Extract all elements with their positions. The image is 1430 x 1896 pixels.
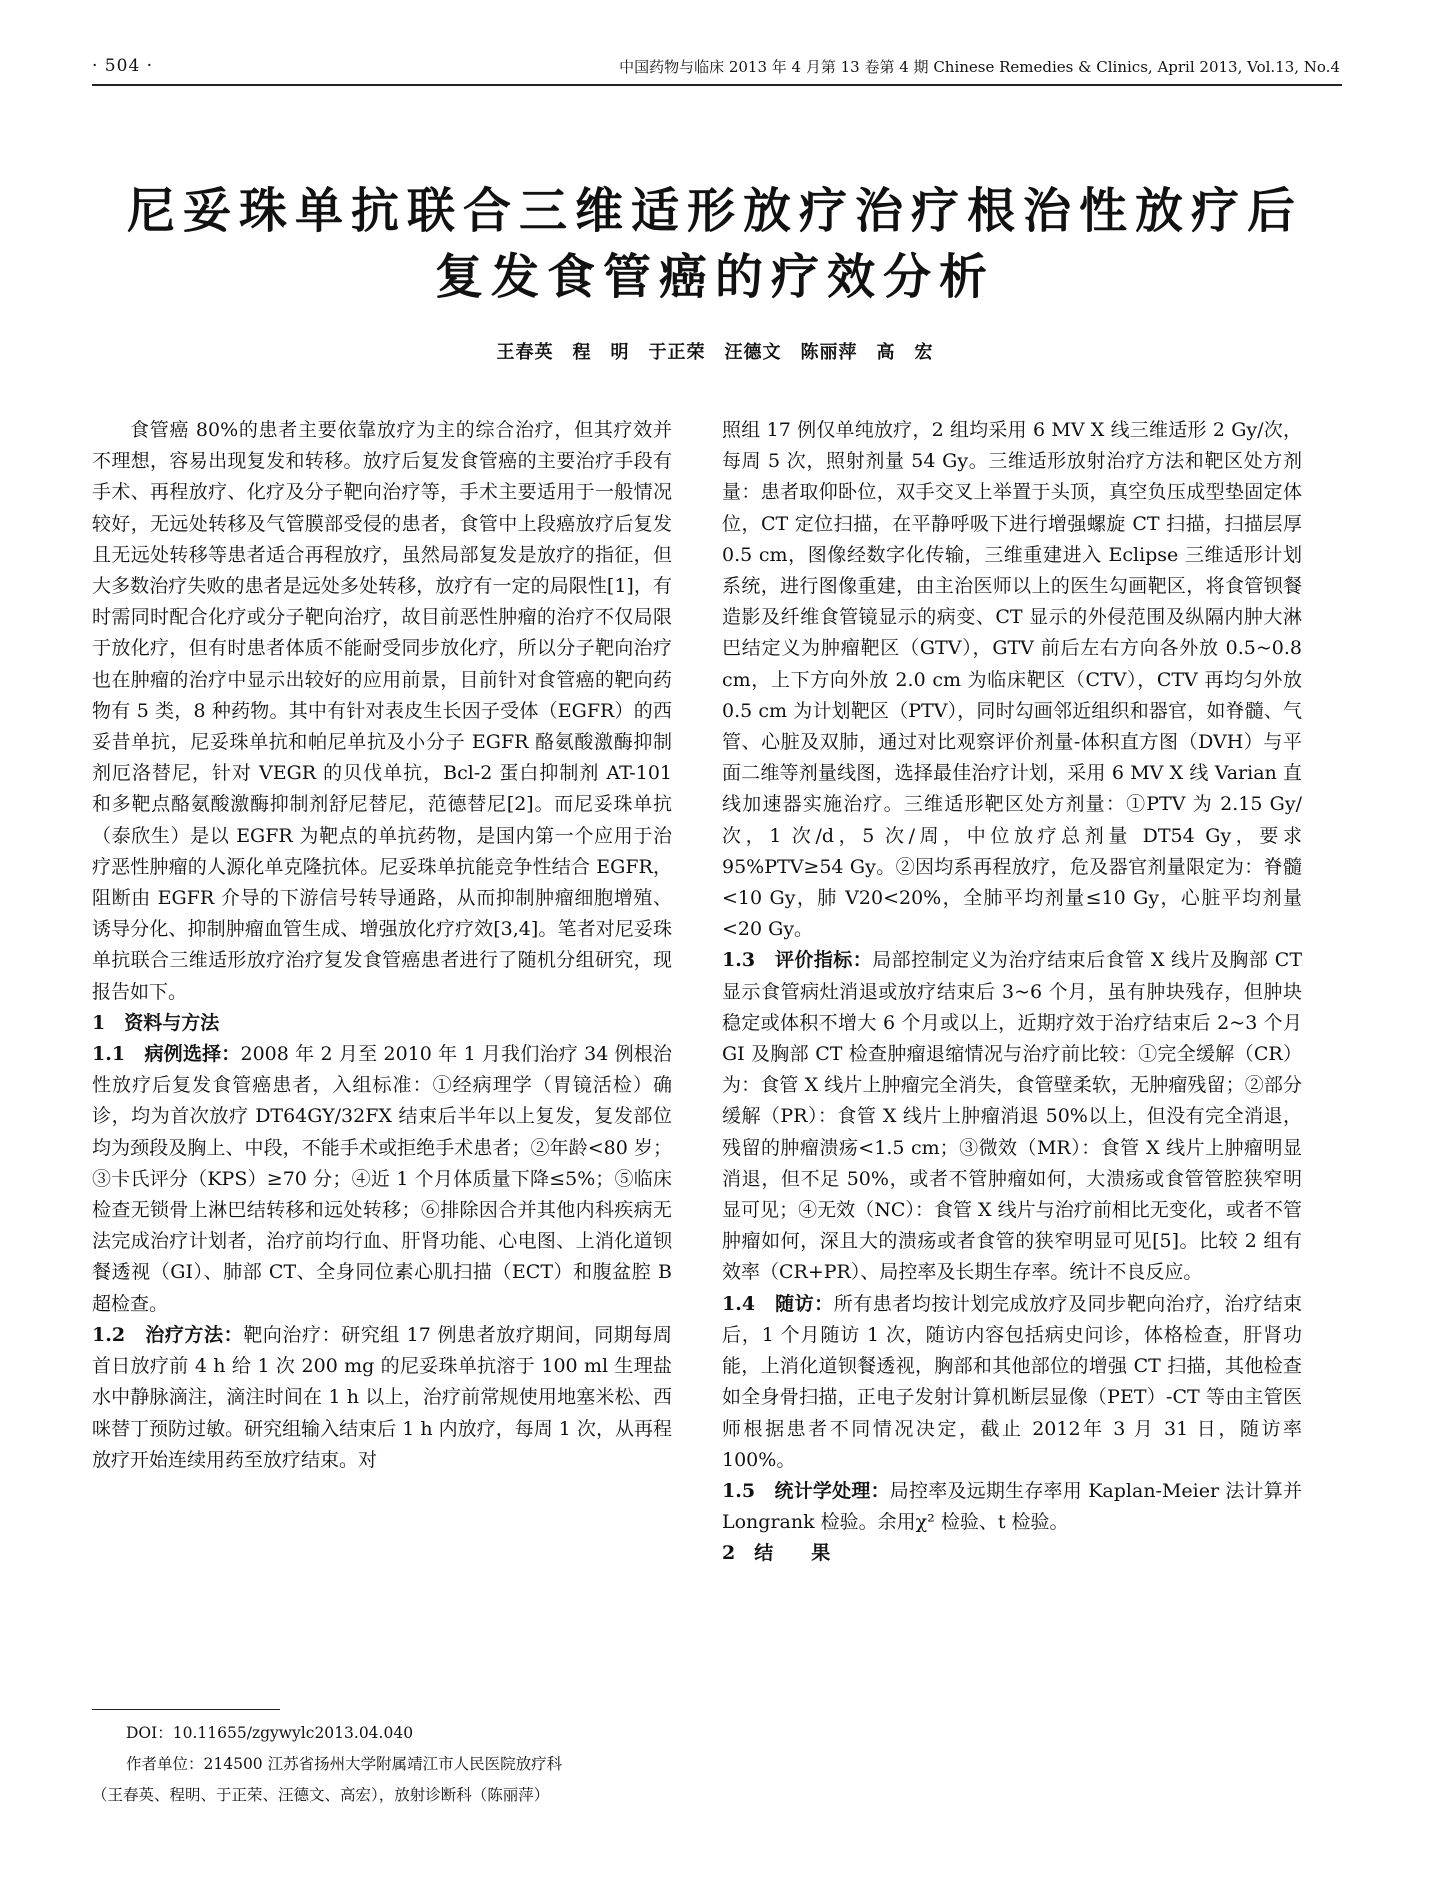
page-number: · 504 · — [92, 56, 154, 76]
section-2-heading: 2 结 果 — [722, 1542, 831, 1565]
subsection-1-5 — [722, 1476, 1302, 1538]
subsection-1-2-label: 1.2 治疗方法： — [92, 1323, 244, 1346]
article-title-line2: 复发食管癌的疗效分析 — [434, 249, 995, 305]
subsection-1-4-label: 1.4 随访： — [722, 1292, 834, 1315]
subsection-1-2-continued: 照组 17 例仅单纯放疗，2 组均采用 6 MV X 线三维适形 2 Gy/次，每周 5 次，照射剂量 54 Gy。三维适形放射治疗方法和靶区处方剂量：患者取仰卧位，双手交叉上举置于头顶，真空负压成型垫固定体位，CT 定位扫描，在平静呼吸下进行增强螺旋 CT 扫描，扫描层厚 0.5 cm，图像经数字化传输，三维重建进入 Eclipse 三维适形计划系统，进行图像重建，由主治医师以上的医生勾画靶区，将食管钡餐造影及纤维食管镜显示的病变、CT 显示的外侵范围及纵隔内肿大淋巴结定义为肿瘤靶区（GTV），GTV 前后左右方向各外放 0.5~0.8 cm，上下方向外放 2.0 cm 为临床靶区（CTV），CTV 再均匀外放 0.5 cm 为计划靶区（PTV），同时勾画邻近组织和器官，如脊髓、气管、心脏及双肺，通过对比观察评价剂量-体积直方图（DVH）与平面二维等剂量线图，选择最佳治疗计划，采用 6 MV X 线 Varian 直线加速器实施治疗。三维适形靶区处方剂量：①PTV 为 2.15 Gy/次，1 次/d，5 次/周，中位放疗总剂量 DT54 Gy，要求 95%PTV≥54 Gy。②因均系再程放疗，危及器官剂量限定为：脊髓<10 Gy，肺 V20<20%，全肺平均剂量≤10 Gy，心脏平均剂量<20 Gy。 — [722, 419, 1302, 941]
subsection-1-2 — [92, 1320, 672, 1476]
section-1-heading: 1 资料与方法 — [92, 1011, 220, 1034]
subsection-1-3-label: 1.3 评价指标： — [722, 949, 873, 972]
subsection-1-3-text: 局部控制定义为治疗结束后食管 X 线片及胸部 CT 显示食管病灶消退或放疗结束后 3~6 个月，虽有肿块残存，但肿块稳定或体积不增大 6 个月或以上，近期疗效于治疗结束后 2~3 个月 GI 及胸部 CT 检查肿瘤退缩情况与治疗前比较：①完全缓解（CR）为：食管 X 线片上肿瘤完全消失，食管壁柔软，无肿瘤残留；②部分缓解（PR）：食管 X 线片上肿瘤消退 50%以上，但没有完全消退，残留的肿瘤溃疡<1.5 cm；③微效（MR）：食管 X 线片上肿瘤明显消退，但不足 50%，或者不管肿瘤如何，大溃疡或食管管腔狭窄明显可见；④无效（NC）：食管 X 线片与治疗前相比无变化，或者不管肿瘤如何，深且大的溃疡或者食管的狭窄明显可见[5]。比较 2 组有效率（CR+PR）、局控率及长期生存率。统计不良反应。 — [722, 949, 1302, 1284]
subsection-1-2-text: 靶向治疗：研究组 17 例患者放疗期间，同期每周首日放疗前 4 h 给 1 次 200 mg 的尼妥珠单抗溶于 100 ml 生理盐水中静脉滴注，滴注时间在 1 h 以上，治疗前常规使用地塞米松、西咪替丁预防过敏。研究组输入结束后 1 h 内放疗，每周 1 次，从再程放疗开始连续用药至放疗结束。对 — [92, 1323, 672, 1471]
header-rule — [92, 84, 1342, 86]
left-column — [92, 415, 672, 1476]
subsection-1-1 — [92, 1039, 672, 1320]
affiliation-footnote — [92, 1749, 672, 1811]
author-list: 王春英 程 明 于正荣 汪德文 陈丽萍 高 宏 — [496, 342, 934, 363]
subsection-1-1-text: 2008 年 2 月至 2010 年 1 月我们治疗 34 例根治性放疗后复发食管癌患者，入组标准：①经病理学（胃镜活检）确诊，均为首次放疗 DT64GY/32FX 结束后半年以上复发，复发部位均为颈段及胸上、中段，不能手术或拒绝手术患者；②年龄<80 岁；③卡氏评分（KPS）≥70 分；④近 1 个月体质量下降≤5%；⑤临床检查无锁骨上淋巴结转移和远处转移；⑥排除因合并其他内科疾病无法完成治疗计划者，治疗前均行血、肝肾功能、心电图、上消化道钡餐透视（GI）、肺部 CT、全身同位素心肌扫描（ECT）和腹盆腔 B 超检查。 — [92, 1043, 673, 1315]
affiliation-line-1: 作者单位：214500 江苏省扬州大学附属靖江市人民医院放疗科 — [126, 1755, 563, 1773]
subsection-1-5-label: 1.5 统计学处理： — [722, 1479, 890, 1502]
footnote-rule — [92, 1709, 280, 1710]
right-column — [722, 415, 1302, 1570]
article-title-line1: 尼妥珠单抗联合三维适形放疗治疗根治性放疗后 — [126, 183, 1303, 239]
subsection-1-3 — [722, 945, 1302, 1288]
subsection-1-4-text: 所有患者均按计划完成放疗及同步靶向治疗，治疗结束后，1 个月随访 1 次，随访内容包括病史问诊，体格检查，肝肾功能，上消化道钡餐透视，胸部和其他部位的增强 CT 扫描，其他检查如全身骨扫描，正电子发射计算机断层显像（PET）-CT 等由主管医师根据患者不同情况决定，截止 2012年 3 月 31 日，随访率 100%。 — [722, 1292, 1302, 1471]
subsection-1-1-label: 1.1 病例选择： — [92, 1043, 241, 1066]
running-header: 中国药物与临床 2013 年 4 月第 13 卷第 4 期 Chinese Remedies & Clinics, April 2013, Vol.13, No.4 — [619, 58, 1340, 76]
subsection-1-4 — [722, 1289, 1302, 1476]
doi-footnote: DOI：10.11655/zgywylc2013.04.040 — [126, 1724, 414, 1742]
affiliation-line-2: （王春英、程明、于正荣、汪德文、高宏），放射诊断科（陈丽萍） — [92, 1786, 550, 1804]
intro-paragraph: 食管癌 80%的患者主要依靠放疗为主的综合治疗，但其疗效并不理想，容易出现复发和转移。放疗后复发食管癌的主要治疗手段有手术、再程放疗、化疗及分子靶向治疗等，手术主要适用于一般情况较好，无远处转移及气管膜部受侵的患者，食管中上段癌放疗后复发且无远处转移等患者适合再程放疗，虽然局部复发是放疗的指征，但大多数治疗失败的患者是远处多处转移，放疗有一定的局限性[1]，有时需同时配合化疗或分子靶向治疗，故目前恶性肿瘤的治疗不仅局限于放化疗，但有时患者体质不能耐受同步放化疗，所以分子靶向治疗也在肿瘤的治疗中显示出较好的应用前景，目前针对食管癌的靶向药物有 5 类，8 种药物。其中有针对表皮生长因子受体（EGFR）的西妥昔单抗，尼妥珠单抗和帕尼单抗及小分子 EGFR 酪氨酸激酶抑制剂厄洛替尼，针对 VEGR 的贝伐单抗，Bcl-2 蛋白抑制剂 AT-101 和多靶点酪氨酸激酶抑制剂舒尼替尼，范德替尼[2]。而尼妥珠单抗（泰欣生）是以 EGFR 为靶点的单抗药物，是国内第一个应用于治疗恶性肿瘤的人源化单克隆抗体。尼妥珠单抗能竞争性结合 EGFR，阻断由 EGFR 介导的下游信号转导通路，从而抑制肿瘤细胞增殖、诱导分化、抑制肿瘤血管生成、增强放化疗疗效[3,4]。笔者对尼妥珠单抗联合三维适形放疗治疗复发食管癌患者进行了随机分组研究，现报告如下。 — [92, 419, 672, 1003]
subsection-1-5-text: 局控率及远期生存率用 Kaplan-Meier 法计算并 Longrank 检验。余用χ² 检验、t 检验。 — [722, 1479, 1302, 1534]
